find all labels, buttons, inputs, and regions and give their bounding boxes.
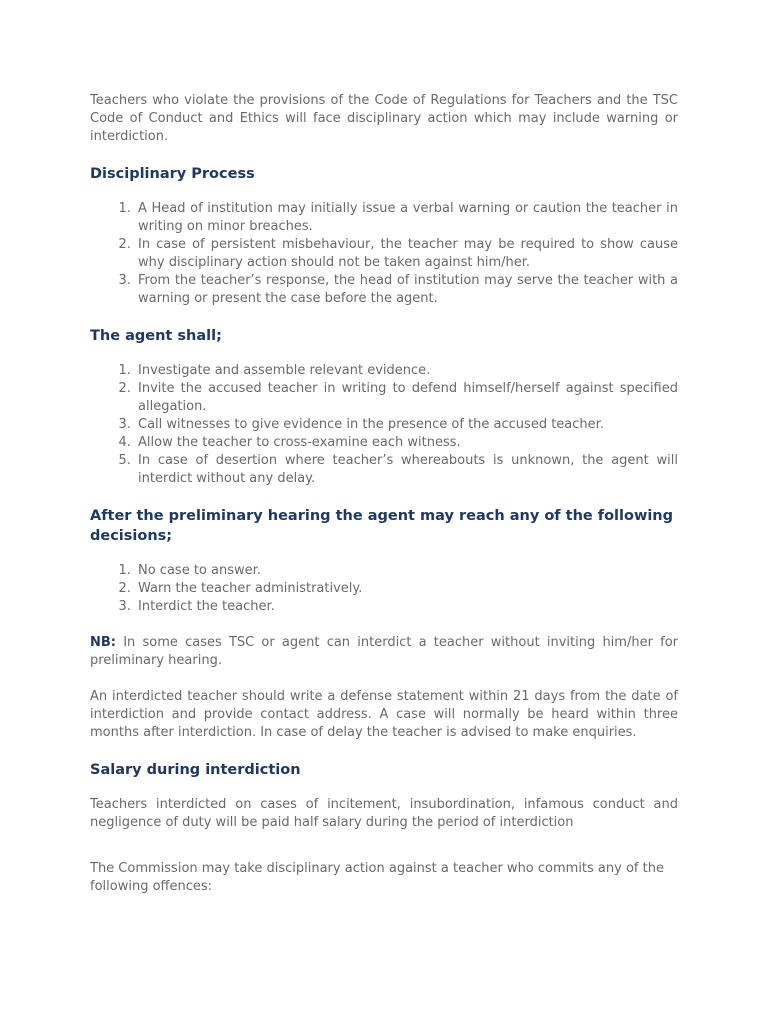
list-item: 3. From the teacher’s response, the head of institution may serve the teacher with a warning or present the case before the agent. (135, 272, 678, 308)
nb-paragraph (90, 634, 678, 670)
heading-salary-during-interdiction: Salary during interdiction (90, 762, 301, 778)
list-item: 3. Call witnesses to give evidence in the presence of the accused teacher. (135, 416, 678, 434)
intro-paragraph: Teachers who violate the provisions of the Code of Regulations for Teachers and the TSC Code of Conduct and Ethics will face disciplinary action which may include warning or interdiction. (90, 93, 678, 144)
heading-disciplinary-process: Disciplinary Process (90, 166, 255, 182)
list-item: 1. No case to answer. (135, 562, 678, 580)
nb-text: In some cases TSC or agent can interdict a teacher without inviting him/her for preliminary hearing. (90, 635, 678, 668)
list-item: 2. Invite the accused teacher in writing to defend himself/herself against specified allegation. (135, 380, 678, 416)
list-item: 5. In case of desertion where teacher’s whereabouts is unknown, the agent will interdict without any delay. (135, 452, 678, 488)
document-content (90, 92, 678, 914)
commission-paragraph: The Commission may take disciplinary action against a teacher who commits any of the following offences: (90, 861, 664, 894)
salary-paragraph: Teachers interdicted on cases of incitement, insubordination, infamous conduct and negligence of duty will be paid half salary during the period of interdiction (90, 797, 678, 830)
decisions-list (90, 562, 678, 616)
list-item: 2. In case of persistent misbehaviour, the teacher may be required to show cause why disciplinary action should not be taken against him/her. (135, 236, 678, 272)
list-item: 1. A Head of institution may initially issue a verbal warning or caution the teacher in writing on minor breaches. (135, 200, 678, 236)
list-item: 3. Interdict the teacher. (135, 598, 678, 616)
nb-label: NB: (90, 635, 116, 650)
defense-statement-paragraph: An interdicted teacher should write a defense statement within 21 days from the date of interdiction and provide contact address. A case will normally be heard within three months after interdiction. In case of delay the teacher is advised to make enquiries. (90, 689, 678, 740)
agent-shall-list (90, 362, 678, 488)
list-item: 1. Investigate and assemble relevant evidence. (135, 362, 678, 380)
heading-agent-shall: The agent shall; (90, 328, 222, 344)
list-item: 2. Warn the teacher administratively. (135, 580, 678, 598)
list-item: 4. Allow the teacher to cross-examine each witness. (135, 434, 678, 452)
disciplinary-process-list (90, 200, 678, 308)
heading-preliminary-hearing-decisions: After the preliminary hearing the agent may reach any of the following decisions; (90, 508, 674, 544)
